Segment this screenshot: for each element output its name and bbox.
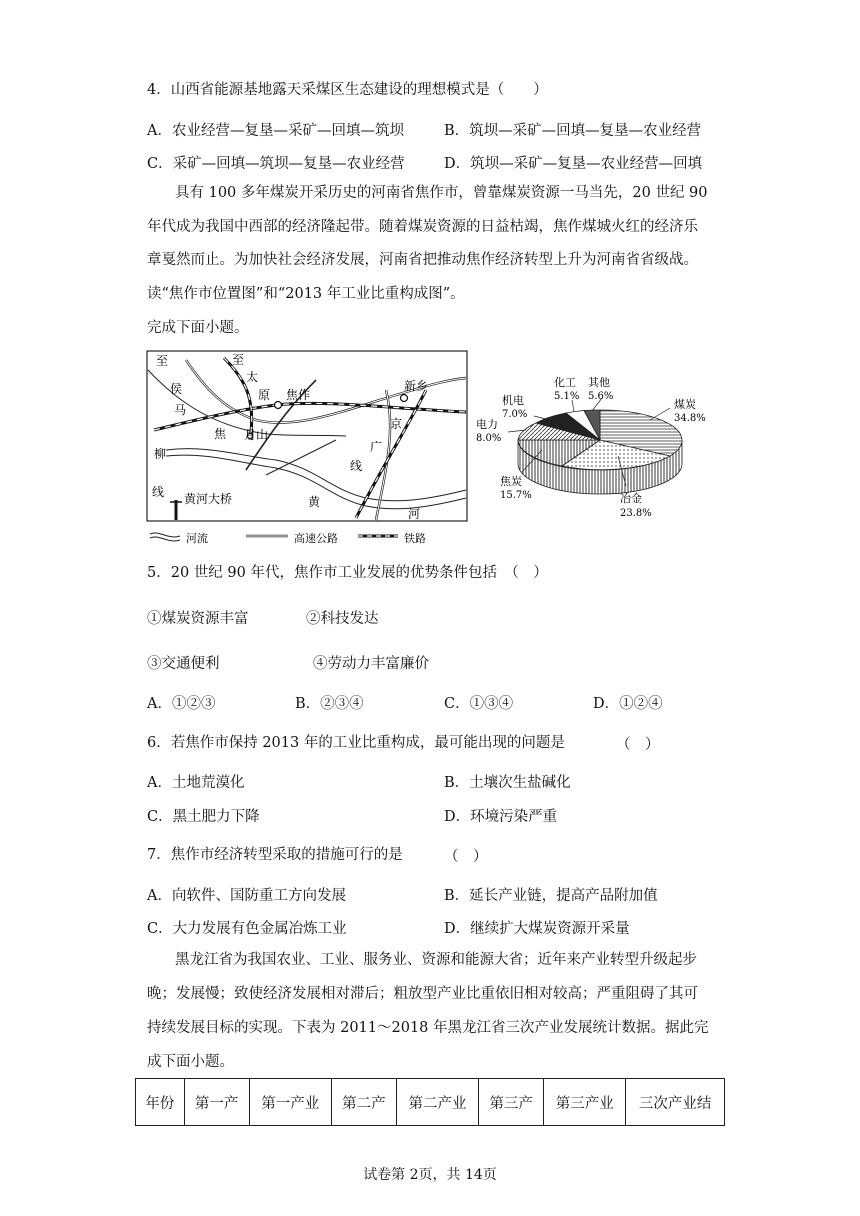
q5-option-b: B．②③④: [295, 696, 364, 712]
map-label-hou: 侯: [170, 382, 183, 396]
q4-stem: 4．山西省能源基地露天采煤区生态建设的理想模式是（ ）: [147, 82, 548, 98]
pie-label-coal-pct: 34.8%: [674, 413, 706, 424]
table-header-cell: 三次产业结: [626, 1079, 725, 1126]
pie-label-metallurgy-name: 冶金: [620, 492, 642, 505]
map-label-yueshan: 月山: [244, 428, 269, 442]
map-label-yuan: 原: [258, 388, 271, 402]
q4-option-a: A．农业经营—复垦—采矿—回填—筑坝: [147, 123, 404, 139]
map-label-xian2: 线: [350, 459, 363, 473]
q6-option-a: A．土地荒漠化: [147, 775, 245, 791]
q5-option-c: C．①③④: [444, 696, 514, 712]
material1-line-1: 具有 100 多年煤炭开采历史的河南省焦作市，曾靠煤炭资源一马当先，20 世纪 90: [175, 185, 708, 201]
map-label-guang: 广: [370, 440, 383, 454]
q7-answer-paren: （ ）: [444, 849, 488, 865]
material2-line-1: 黑龙江省为我国农业、工业、服务业、资源和能源大省；近年来产业转型升级起步: [175, 952, 697, 968]
map-label-xian1: 线: [152, 485, 165, 499]
map-label-liu: 柳: [154, 447, 167, 461]
q5-choice-4: ④劳动力丰富廉价: [313, 656, 429, 672]
material2-line-3: 持续发展目标的实现。下表为 2011～2018 年黑龙江省三次产业发展统计数据。据此完: [147, 1020, 709, 1036]
table-header-cell: 第二产: [331, 1079, 396, 1126]
q5-option-a: A．①②③: [147, 696, 216, 712]
industry-structure-pie: [474, 368, 724, 526]
pie-label-chemical-name: 化工: [554, 376, 576, 389]
material2-line-2: 晚；发展慢；致使经济发展相对滞后；粗放型产业比重依旧相对较高；严重阻碍了其可: [147, 986, 698, 1002]
q5-option-d: D．①②④: [593, 696, 663, 712]
map-label-jiaozuo: 焦作: [286, 388, 311, 402]
map-label-xinxiang: 新乡: [404, 379, 429, 393]
q7-stem: 7．焦作市经济转型采取的措施可行的是: [147, 847, 403, 863]
material2-line-4: 成下面小题。: [147, 1054, 234, 1070]
pie-label-coal-name: 煤炭: [674, 398, 696, 411]
jiaozuo-location-map: [146, 350, 472, 550]
map-label-bridge: 黄河大桥: [184, 492, 233, 506]
q6-option-d: D．环境污染严重: [444, 809, 558, 825]
map-label-huang: 黄: [308, 495, 321, 509]
map-label-zhi1: 至: [156, 354, 169, 368]
pie-label-other-pct: 5.6%: [588, 391, 614, 402]
q7-option-c: C．大力发展有色金属冶炼工业: [147, 921, 347, 937]
legend-river: 河流: [186, 532, 208, 545]
legend-railway: 铁路: [404, 532, 426, 545]
industry-stats-table: [135, 1078, 725, 1126]
table-header-cell: 第三产: [478, 1079, 543, 1126]
material1-line-3: 章戛然而止。为加快社会经济发展，河南省把推动焦作经济转型上升为河南省省级战。: [147, 252, 698, 268]
pie-label-other-name: 其他: [588, 376, 610, 389]
pie-label-coke-name: 焦炭: [500, 475, 522, 488]
map-label-zhi2: 至: [232, 353, 245, 367]
map-label-jiao: 焦: [214, 427, 227, 441]
pie-label-metallurgy-pct: 23.8%: [620, 508, 652, 519]
q5-choice-3: ③交通便利: [147, 656, 220, 672]
q5-stem: 5．20 世纪 90 年代，焦作市工业发展的优势条件包括 （ ）: [147, 565, 548, 581]
pie-label-electromech-pct: 7.0%: [502, 409, 528, 420]
table-header-cell: 第三产业: [544, 1079, 626, 1126]
pie-label-coke-pct: 15.7%: [500, 490, 532, 501]
q4-option-b: B．筑坝—采矿—回填—复垦—农业经营: [444, 123, 702, 139]
pie-label-power-pct: 8.0%: [476, 433, 502, 444]
q6-stem: 6．若焦作市保持 2013 年的工业比重构成，最可能出现的问题是: [147, 735, 565, 751]
map-label-he: 河: [408, 507, 421, 521]
q4-option-d: D．筑坝—采矿—复垦—农业经营—回填: [444, 156, 703, 172]
q6-option-b: B．土壤次生盐碱化: [444, 775, 571, 791]
pie-label-power-name: 电力: [476, 418, 498, 431]
page-footer: 试卷第 2页，共 14页: [363, 1167, 497, 1183]
map-label-ma: 马: [174, 403, 187, 417]
q6-answer-paren: （ ）: [616, 737, 660, 753]
material1-line-4: 读“焦作市位置图”和“2013 年工业比重构成图”。: [147, 286, 465, 302]
material1-instruction: 完成下面小题。: [147, 320, 249, 336]
map-label-tai: 太: [246, 370, 259, 384]
q7-option-a: A．向软件、国防重工方向发展: [147, 888, 346, 904]
table-header-cell: 第一产业: [249, 1079, 331, 1126]
q4-option-c: C．采矿—回填—筑坝—复垦—农业经营: [147, 156, 405, 172]
pie-label-chemical-pct: 5.1%: [554, 391, 580, 402]
q5-choice-2: ②科技发达: [306, 611, 379, 627]
q6-option-c: C．黑土肥力下降: [147, 809, 260, 825]
pie-label-electromech-name: 机电: [502, 394, 524, 407]
table-header-row: [136, 1079, 725, 1126]
q7-option-b: B．延长产业链，提高产品附加值: [444, 888, 658, 904]
map-label-jing: 京: [390, 417, 403, 431]
q5-choice-1: ①煤炭资源丰富: [147, 611, 249, 627]
material1-line-2: 年代成为我国中西部的经济隆起带。随着煤炭资源的日益枯竭，焦作煤城火红的经济乐: [147, 219, 698, 235]
table-header-cell: 第一产: [184, 1079, 249, 1126]
table-header-cell: 年份: [136, 1079, 185, 1126]
q7-option-d: D．继续扩大煤炭资源开采量: [444, 921, 630, 937]
legend-highway: 高速公路: [294, 532, 338, 545]
table-header-cell: 第二产业: [396, 1079, 478, 1126]
